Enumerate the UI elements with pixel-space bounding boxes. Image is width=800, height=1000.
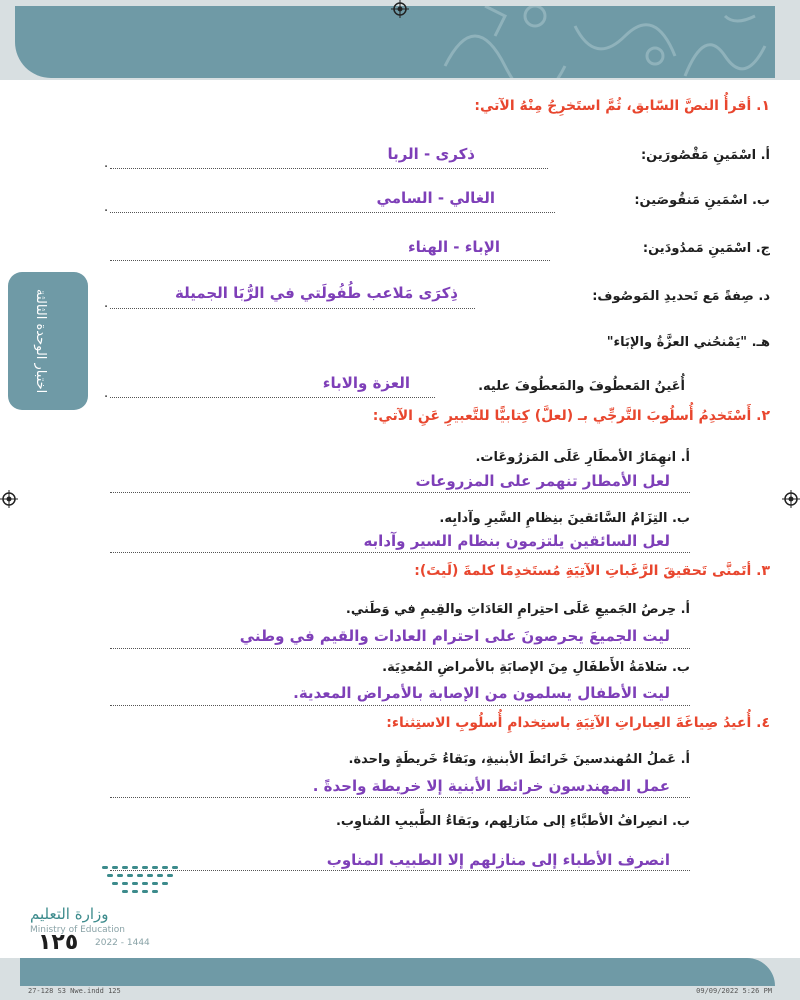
ministry-year: 2022 - 1444 [95, 938, 150, 948]
footer-panel [20, 958, 775, 986]
question-3b-label: ب. سَلامَةُ الأَطفَالِ مِنَ الإصابَةِ بالأمراضِ المُعدِيَة. [382, 660, 690, 675]
registration-mark-icon [782, 490, 800, 508]
question-1c-answer: الإباء - الهناء [407, 238, 500, 256]
answer-line [110, 705, 690, 706]
question-1d-answer: ذِكرَى مَلاعب طُفُولَتي في الرُّبَا الجميلة [174, 284, 458, 302]
answer-line [110, 797, 690, 798]
answer-line [110, 212, 555, 213]
line-end: . [104, 296, 109, 311]
line-end: . [104, 386, 109, 401]
page-number: ١٢٥ [38, 930, 79, 955]
question-1a-answer: ذكرى - الربا [387, 145, 475, 163]
question-4b-label: ب. انصِرافُ الأطبَّاءِ إلى منَازلِهم، وبَقاءُ الطَّبيبِ المُناوِب. [335, 814, 690, 829]
question-2a-label: أ. انهِمَارُ الأمطَارِ عَلَى المَزرُوعَات. [475, 450, 690, 465]
answer-line [110, 870, 690, 871]
question-2b-label: ب. التِزَامُ السَّائقينَ بنِظامِ السَّيرِ وآدابِه. [439, 511, 690, 526]
answer-line [110, 552, 690, 553]
answer-line [110, 492, 690, 493]
question-1e-instruction: أُعَينُ المَعطُوفَ والمَعطُوفَ عليه. [478, 379, 685, 394]
question-4a-label: أ. عَملُ المُهندسينَ خَرائطَ الأبنيةِ، وبَقاءُ خَريطَةٍ واحدة. [348, 752, 690, 767]
question-2a-answer: لعل الأمطار تنهمر على المزروعات [415, 472, 670, 490]
section-2-title: ٢. أَسْتَخدِمُ أُسلُوبَ التَّرجِّي بـ (لعلَّ) كِتابيًّا للتَّعبيرِ عَنِ الآتي: [372, 408, 770, 424]
line-end: . [104, 156, 109, 171]
question-3a-answer: ليت الجميعَ يحرصونَ على احترام العادات والقيم في وطني [239, 627, 670, 645]
footer-timestamp: 09/09/2022 5:26 PM [696, 987, 772, 995]
answer-line [110, 260, 550, 261]
answer-line [110, 168, 548, 169]
calligraphy-pattern-icon [425, 6, 775, 78]
footer-file-name: 27-128 S3 Nwe.indd 125 [28, 987, 121, 995]
ministry-english-name: Ministry of Education [30, 925, 125, 935]
line-end: . [104, 200, 109, 215]
section-3-title: ٣. أتَمنَّى تَحقيقَ الرَّغَباتِ الآتِيَةِ مُستَخدِمًا كلمةَ (لَيتَ): [414, 563, 770, 579]
question-1b-label: ب. اسْمَينِ مَنقُوصَين: [634, 193, 770, 208]
ministry-logo-icon [100, 862, 180, 898]
question-4a-answer: عمل المهندسون خرائط الأبنية إلا خريطة واحدةً . [312, 777, 670, 795]
registration-mark-icon [391, 0, 409, 18]
question-1a-label: أ. اسْمَينِ مَقْصُورَين: [640, 148, 770, 163]
question-4b-answer: انصرف الأطباء إلى منازلهم إلا الطبيب المناوب [326, 851, 670, 869]
question-1d-label: د. صِفةً مَع تَحديدِ المَوصُوف: [592, 289, 770, 304]
question-1e-label: هـ. "يَمْنحُني العزَّةُ والإبَاء" [606, 335, 770, 350]
section-4-title: ٤. أُعيدُ صِياغَةَ العِباراتِ الآتِيَةِ باستِخدامِ أُسلُوبِ الاستِثناء: [386, 715, 770, 731]
answer-line [110, 308, 475, 309]
unit-side-tab-label: اختبار الوحدة الثالثة [33, 289, 48, 394]
question-1e-answer: العزة والاباء [322, 374, 410, 392]
question-2b-answer: لعل السائقين يلتزمون بنظام السير وآدابه [363, 532, 670, 550]
answer-line [110, 648, 690, 649]
question-3b-answer: ليت الأطفال يسلمون من الإصابة بالأمراض المعدية. [293, 684, 670, 702]
question-1c-label: ج. اسْمَينِ مَمدُودَين: [642, 241, 770, 256]
registration-mark-icon [0, 490, 18, 508]
question-3a-label: أ. حِرصُ الجَميعِ عَلَى احتِرامِ العَادَاتِ والقِيمِ في وَطَني. [345, 602, 690, 617]
question-1b-answer: الغالي - السامي [376, 189, 495, 207]
ministry-arabic-name: وزارة التعليم [30, 905, 109, 923]
answer-line [110, 397, 435, 398]
section-1-title: ١. أقرأُ النصَّ السّابق، ثُمَّ استَخرِجُ مِنْهُ الآتي: [474, 98, 770, 114]
